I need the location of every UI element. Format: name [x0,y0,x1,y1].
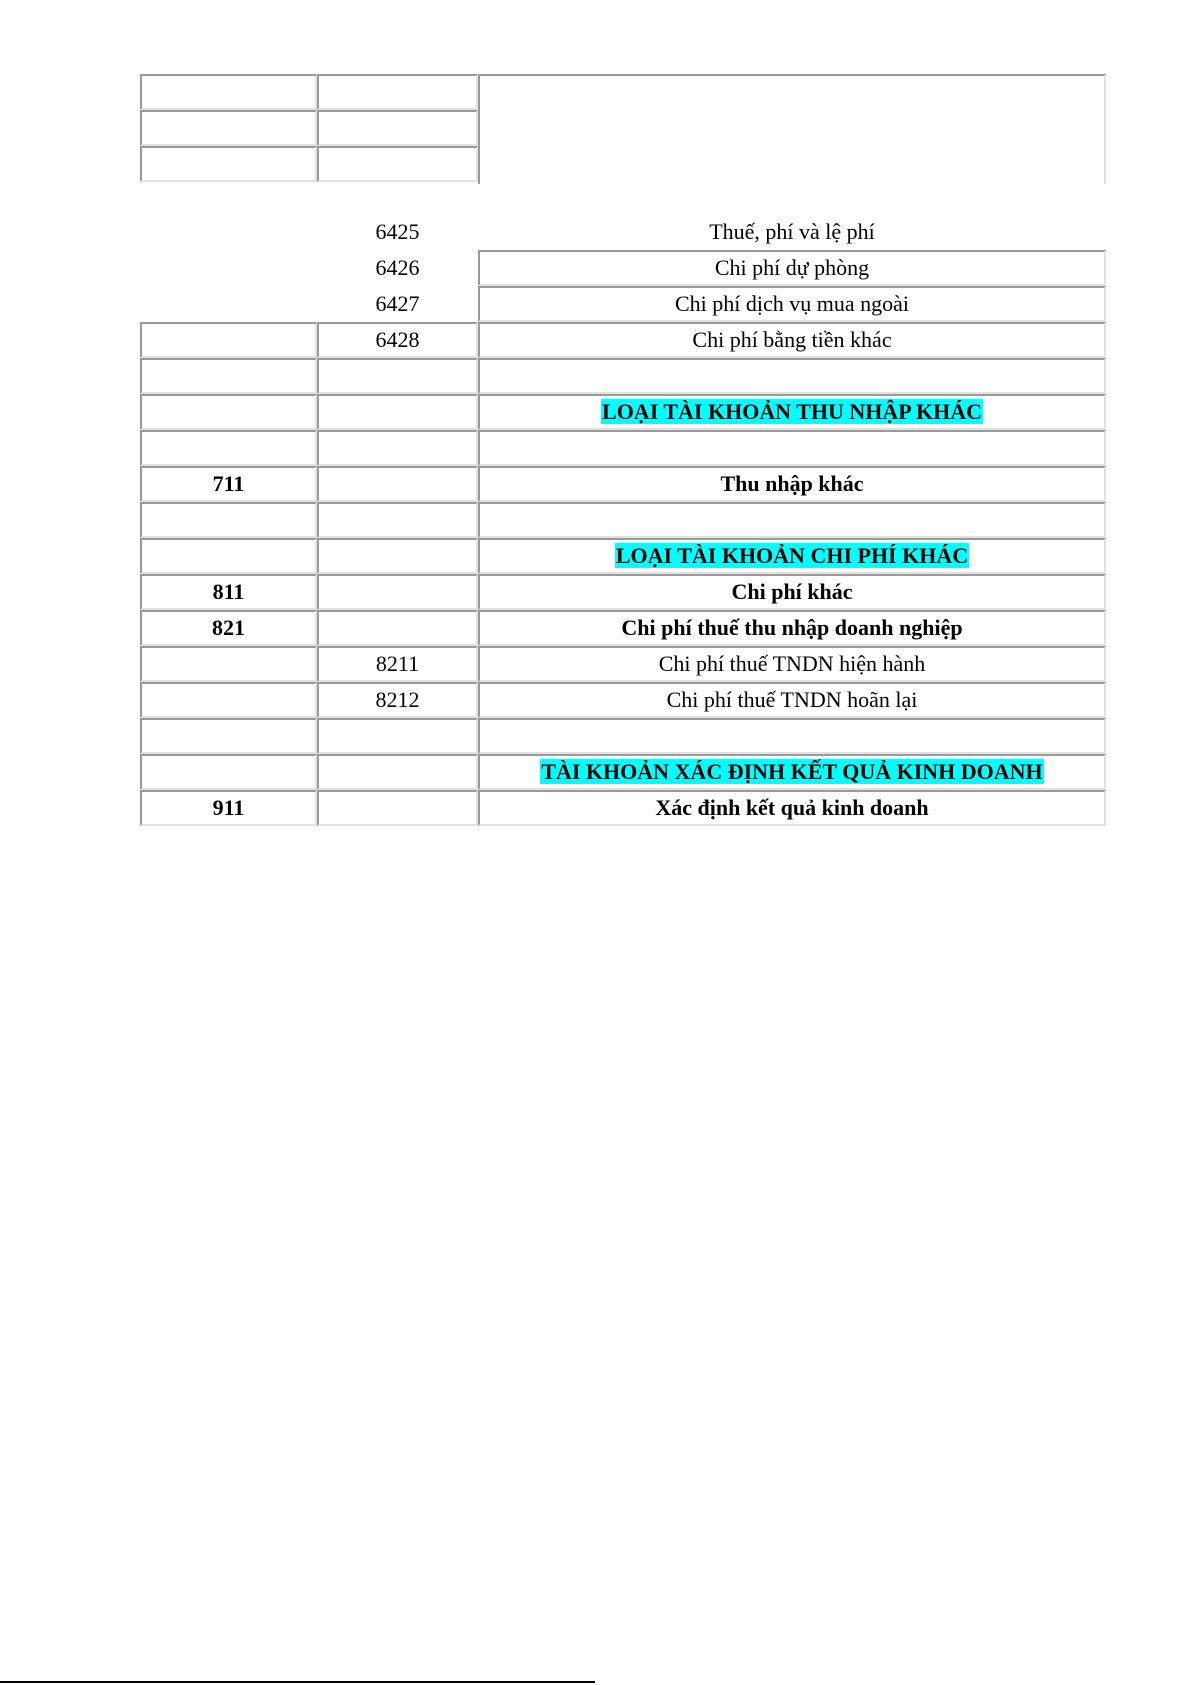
table-row [140,790,1106,826]
name-cell [478,790,1106,826]
subcode-cell [317,466,478,502]
subcode-cell [317,718,478,754]
code-cell [140,358,317,394]
code-cell [140,286,317,322]
code-cell [140,214,317,250]
table-row [140,646,1106,682]
name-cell [478,754,1106,790]
empty-cell [317,146,478,182]
subcode-cell [317,646,478,682]
table-row [140,394,1106,430]
table-row [140,430,1106,466]
subcode-cell [317,502,478,538]
subcode-cell [317,250,478,286]
account-name: Xác định kết quả kinh doanh [655,795,929,820]
table-row [140,682,1106,718]
subcode-cell [317,610,478,646]
name-cell [478,430,1106,466]
name-cell [478,610,1106,646]
sub-account-code: 6426 [375,255,420,280]
code-cell [140,646,317,682]
name-cell [478,682,1106,718]
code-cell [140,610,317,646]
sub-account-code: 6428 [375,327,420,352]
empty-cell [317,74,478,110]
table-row [140,610,1106,646]
account-code: 811 [212,579,245,604]
code-cell [140,790,317,826]
subcode-cell [317,394,478,430]
account-name: Chi phí dự phòng [714,255,870,280]
name-cell [478,250,1106,286]
name-cell [478,214,1106,250]
code-cell [140,574,317,610]
table-row [140,250,1106,286]
subcode-cell [317,574,478,610]
empty-cell [140,74,317,110]
table-top-fragment [140,74,1106,184]
section-heading: TÀI KHOẢN XÁC ĐỊNH KẾT QUẢ KINH DOANH [541,759,1043,784]
sub-account-code: 8211 [375,651,420,676]
account-name: Chi phí thuế TNDN hoãn lại [666,687,918,712]
sub-account-code: 6427 [375,291,420,316]
table-row [140,574,1106,610]
section-heading: LOẠI TÀI KHOẢN CHI PHÍ KHÁC [615,543,969,568]
empty-cell [317,110,478,146]
table-row [140,718,1106,754]
name-cell [478,466,1106,502]
subcode-cell [317,214,478,250]
name-cell [478,502,1106,538]
empty-cell [140,110,317,146]
merged-cell [478,74,1106,184]
code-cell [140,754,317,790]
table-row [140,502,1106,538]
code-cell [140,250,317,286]
footnote-separator [0,1681,595,1683]
name-cell [478,322,1106,358]
code-cell [140,682,317,718]
code-cell [140,718,317,754]
subcode-cell [317,430,478,466]
name-cell [478,718,1106,754]
subcode-cell [317,754,478,790]
name-cell [478,646,1106,682]
table-row [140,466,1106,502]
account-name: Chi phí dịch vụ mua ngoài [674,291,910,316]
account-name: Chi phí khác [731,579,853,604]
sub-account-code: 8212 [375,687,420,712]
account-code: 821 [212,615,245,640]
name-cell [478,286,1106,322]
code-cell [140,466,317,502]
name-cell [478,538,1106,574]
table-row [140,322,1106,358]
account-name: Thuế, phí và lệ phí [709,219,875,244]
table-row [140,286,1106,322]
code-cell [140,394,317,430]
table-row [140,358,1106,394]
subcode-cell [317,538,478,574]
table-row [140,538,1106,574]
section-heading: LOẠI TÀI KHOẢN THU NHẬP KHÁC [602,399,982,424]
subcode-cell [317,322,478,358]
account-name: Chi phí bằng tiền khác [692,327,892,352]
account-name: Chi phí thuế TNDN hiện hành [658,651,926,676]
code-cell [140,430,317,466]
account-name: Thu nhập khác [720,471,864,496]
sub-account-code: 6425 [375,219,420,244]
name-cell [478,358,1106,394]
subcode-cell [317,358,478,394]
code-cell [140,322,317,358]
account-name: Chi phí thuế thu nhập doanh nghiệp [621,615,963,640]
account-code: 711 [212,471,245,496]
code-cell [140,538,317,574]
subcode-cell [317,286,478,322]
table-row [140,214,1106,250]
code-cell [140,502,317,538]
account-code: 911 [212,795,245,820]
subcode-cell [317,682,478,718]
subcode-cell [317,790,478,826]
name-cell [478,394,1106,430]
account-table [140,214,1106,826]
table-row [140,754,1106,790]
name-cell [478,574,1106,610]
empty-cell [140,146,317,182]
